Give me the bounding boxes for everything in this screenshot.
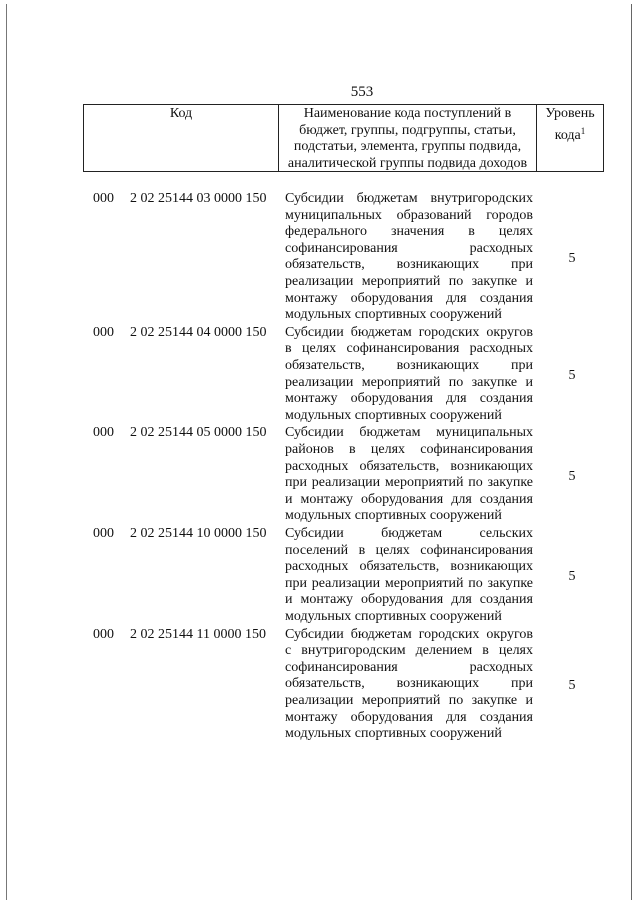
table-row — [0, 422, 640, 523]
row-name-line: реализации мероприятий по закупке и — [285, 273, 533, 289]
row-level: 5 — [568, 368, 576, 384]
row-name-line: реализации мероприятий по закупке и — [285, 692, 533, 708]
row-name-line: поселений в целях софинансирования — [285, 542, 533, 558]
row-income-code: 2 02 25144 10 0000 150 — [130, 525, 267, 541]
row-name-line: в целях софинансирования расходных — [285, 341, 533, 357]
row-name-line: модульных спортивных сооружений — [285, 726, 502, 742]
row-name-line: при реализации мероприятий по закупке — [285, 575, 533, 591]
row-income-name — [285, 526, 533, 626]
row-name-line: Субсидии бюджетам городских округов — [285, 324, 533, 340]
table-row — [0, 188, 640, 322]
table-row — [0, 523, 640, 624]
row-admin-code: 000 — [93, 324, 114, 340]
row-name-line: монтажу оборудования для создания — [285, 709, 533, 725]
row-income-name — [285, 627, 533, 743]
row-level: 5 — [568, 468, 576, 484]
header-name-line: Наименование кода поступлений в — [303, 106, 512, 121]
row-name-line: монтажу оборудования для создания — [285, 391, 533, 407]
row-income-code: 2 02 25144 03 0000 150 — [130, 191, 267, 206]
header-name-line: бюджет, группы, подгруппы, статьи, — [299, 122, 516, 138]
row-name-line: реализации мероприятий по закупке и — [285, 374, 533, 390]
row-name-line: обязательств, возникающих при — [285, 357, 533, 373]
header-code: Код — [83, 105, 279, 171]
header-name-line: аналитической группы подвида доходов — [287, 155, 528, 171]
row-admin-code: 000 — [93, 191, 114, 206]
row-name-line: модульных спортивных сооружений — [285, 508, 502, 524]
row-name-line: Субсидии бюджетам городских округов — [285, 626, 533, 642]
row-name-line: расходных обязательств, возникающих — [285, 559, 533, 575]
header-level — [537, 105, 604, 171]
header-name-line: подстатьи, элемента, группы подвида, — [293, 139, 522, 154]
row-admin-code: 000 — [93, 626, 114, 642]
row-level: 5 — [568, 569, 576, 585]
row-income-name — [285, 425, 533, 525]
row-name-line: обязательств, возникающих при — [285, 676, 533, 692]
row-name-line: расходных обязательств, возникающих — [285, 458, 533, 474]
table-row — [0, 624, 640, 741]
row-name-line: модульных спортивных сооружений — [285, 307, 502, 323]
row-admin-code: 000 — [93, 525, 114, 541]
row-name-line: модульных спортивных сооружений — [285, 608, 502, 624]
table-row — [0, 322, 640, 423]
row-name-line: монтажу оборудования для создания — [285, 290, 533, 306]
header-level-line: Уровень — [545, 106, 595, 121]
row-name-line: районов в целях софинансирования — [285, 441, 533, 457]
row-name-line: Субсидии бюджетам муниципальных — [285, 425, 533, 441]
row-income-name — [285, 325, 533, 425]
table-body — [0, 188, 640, 741]
row-income-code: 2 02 25144 05 0000 150 — [130, 425, 267, 441]
row-income-name — [285, 191, 533, 324]
row-level: 5 — [568, 250, 576, 266]
row-name-line: федерального значения в целях — [285, 224, 533, 240]
row-name-line: с внутригородским делением в целях — [285, 643, 533, 659]
row-income-code: 2 02 25144 11 0000 150 — [130, 626, 266, 642]
header-name — [279, 105, 537, 171]
row-name-line: модульных спортивных сооружений — [285, 407, 502, 423]
header-level-line — [537, 123, 603, 145]
header-level-text: кода — [554, 127, 581, 143]
page-number: 553 — [350, 84, 374, 100]
row-level: 5 — [568, 678, 576, 694]
row-name-line: софинансирования расходных — [285, 240, 533, 256]
row-admin-code: 000 — [93, 425, 114, 441]
footnote-marker: 1 — [580, 125, 586, 136]
row-income-code: 2 02 25144 04 0000 150 — [130, 324, 267, 340]
row-name-line: муниципальных образований городов — [285, 207, 533, 223]
row-name-line: и монтажу оборудования для создания — [285, 491, 533, 507]
row-name-line: и монтажу оборудования для создания — [285, 592, 533, 608]
row-name-line: при реализации мероприятий по закупке — [285, 475, 533, 491]
row-name-line: софинансирования расходных — [285, 659, 533, 675]
row-name-line: Субсидии бюджетам внутригородских — [285, 191, 533, 206]
row-name-line: Субсидии бюджетам сельских — [285, 525, 533, 541]
table-header — [83, 104, 604, 172]
row-name-line: обязательств, возникающих при — [285, 257, 533, 273]
